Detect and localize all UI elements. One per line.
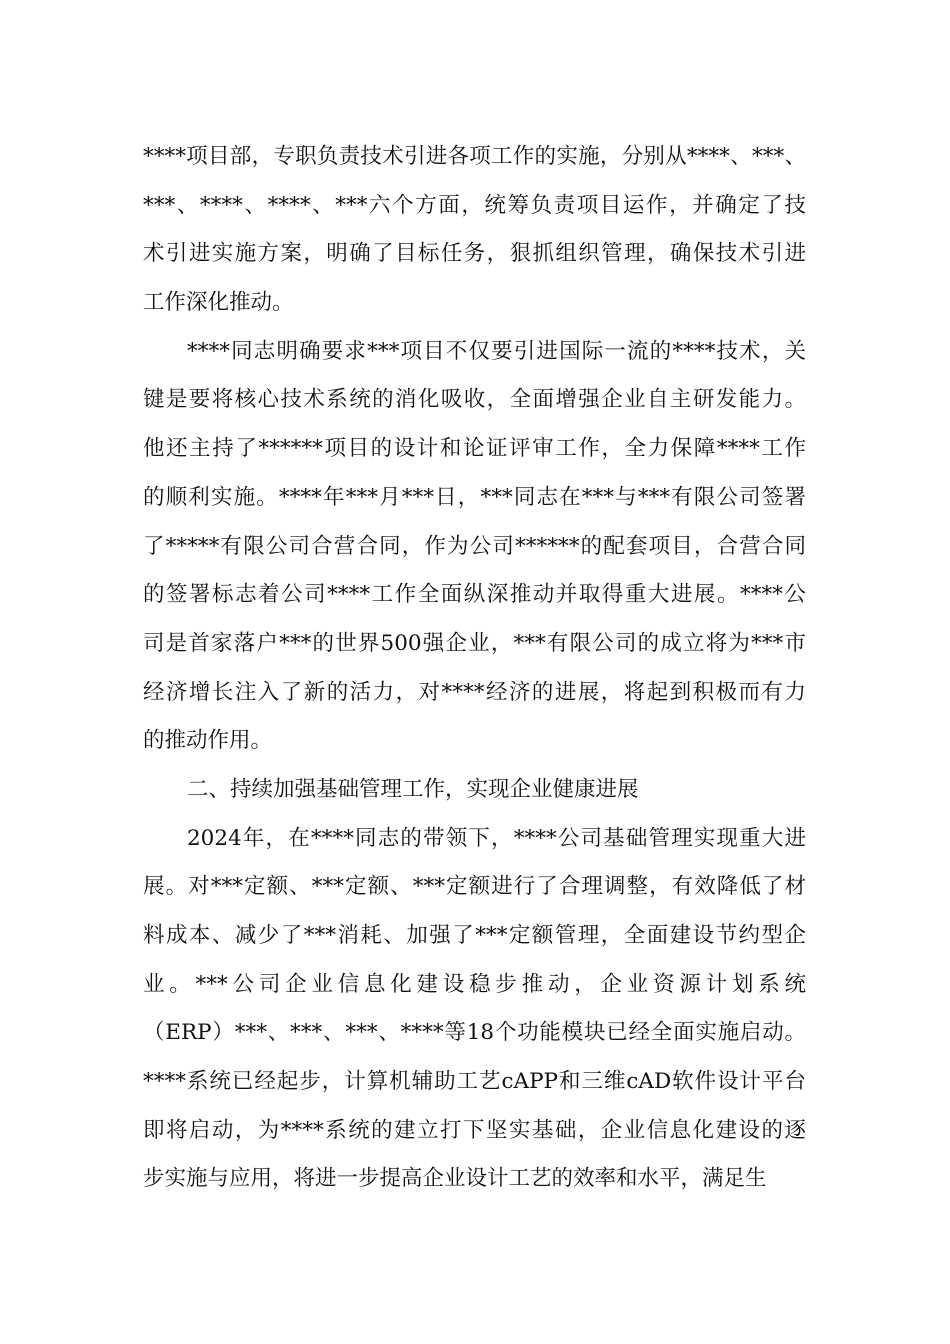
text-line: 工作深化推动。 (143, 290, 294, 316)
text-line: （ERP）***、***、***、****等18个功能模块已经全面实施启动。 (143, 1020, 806, 1046)
text-line: 即将启动，为****系统的建立打下坚实基础，企业信息化建设的逐 (143, 1117, 806, 1143)
text-line: 展。对***定额、***定额、***定额进行了合理调整，有效降低了材 (143, 874, 806, 900)
text-line: 的签署标志着公司****工作全面纵深推动并取得重大进展。****公 (143, 582, 806, 608)
section-heading (143, 766, 806, 815)
text-line: 业。***公司企业信息化建设稳步推动，企业资源计划系统 (143, 971, 806, 997)
text-line: ****项目部，专职负责技术引进各项工作的实施，分别从****、***、 (143, 144, 806, 169)
text-line: 术引进实施方案，明确了目标任务，狠抓组织管理，确保技术引进 (143, 241, 806, 267)
text-line: 步实施与应用，将进一步提高企业设计工艺的效率和水平，满足生 (143, 1166, 767, 1192)
text-line: 司是首家落户***的世界500强企业，***有限公司的成立将为***市 (143, 630, 806, 656)
text-line: 他还主持了******项目的设计和论证评审工作，全力保障****工作 (143, 436, 806, 462)
text-line: ***、****、****、***六个方面，统筹负责项目运作，并确定了技 (143, 192, 806, 218)
text-line: ****系统已经起步，计算机辅助工艺cAPP和三维cAD软件设计平台 (143, 1069, 806, 1095)
document-page (143, 133, 806, 1204)
text-line: 2024年，在****同志的带领下，****公司基础管理实现重大进 (187, 825, 806, 851)
text-line: 键是要将核心技术系统的消化吸收，全面增强企业自主研发能力。 (143, 387, 806, 413)
paragraph (143, 133, 806, 328)
text-line: 料成本、减少了***消耗、加强了***定额管理，全面建设节约型企 (143, 923, 806, 948)
text-line: 的顺利实施。****年***月***日，***同志在***与***有限公司签署 (143, 484, 806, 510)
text-line: 经济增长注入了新的活力，对****经济的进展，将起到积极而有力 (143, 679, 806, 705)
text-line: 的推动作用。 (143, 728, 273, 754)
paragraph (143, 815, 806, 1205)
text-line: ****同志明确要求***项目不仅要引进国际一流的****技术，关 (187, 338, 806, 364)
text-line: 二、持续加强基础管理工作，实现企业健康进展 (187, 776, 639, 802)
paragraph (143, 328, 806, 766)
text-line: 了*****有限公司合营合同，作为公司******的配套项目，合营合同 (143, 533, 806, 559)
